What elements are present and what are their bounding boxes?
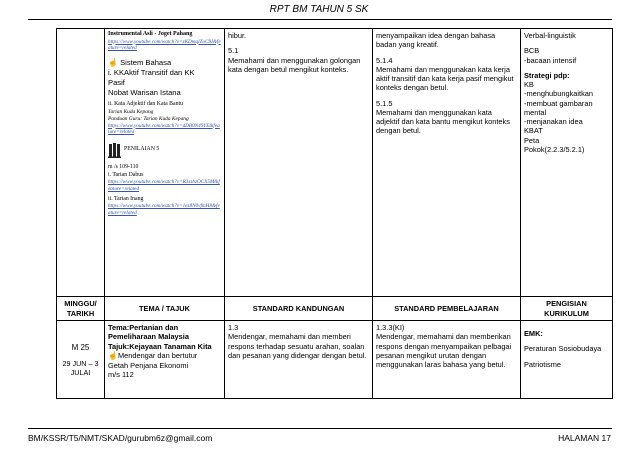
sp-code-2: 5.1.5: [376, 98, 393, 108]
pointing-hand-icon: ☝: [108, 350, 118, 360]
col-header-sp: STANDARD PEMBELAJARAN: [373, 297, 521, 321]
mendengar-text: ☝Mendengar dan bertutur: [108, 350, 198, 360]
tarian-dabus: i. Tarian Dabus: [108, 171, 144, 178]
muka-surat: m /s 109-110: [108, 164, 139, 171]
pengisian-m1: -menghubungkaitkan: [524, 89, 594, 99]
youtube-link[interactable]: https://www.youtube.com/watch?v=R3ssbzOCX5M&feature=related: [108, 179, 220, 192]
cell-minggu-empty: [57, 29, 105, 297]
emk-item-2: Patriotisme: [524, 359, 561, 369]
sp-text-1: Memahami dan menggunakan kata kerja aktif transitif dan kata kerja pasif mengikut konteks dengan betul.: [376, 64, 514, 93]
getah-text: Getah Penjana Ekonomi: [108, 360, 189, 370]
cell-tema: [105, 321, 225, 399]
col-header-sk: STANDARD KANDUNGAN: [225, 297, 373, 321]
cell-minggu: [57, 321, 105, 399]
pengisian-kbat: KBAT: [524, 126, 543, 136]
sk-code: 1.3: [228, 323, 239, 332]
tajuk-title: Tajuk:Kejayaan Tanaman Kita: [108, 341, 212, 351]
pengisian-bacaan: -bacaan intensif: [524, 55, 577, 65]
table-header-row: [57, 297, 613, 321]
book-stack-icon: [108, 142, 122, 158]
sistem-bahasa: ☝ Sistem Bahasa: [108, 58, 172, 67]
youtube-link[interactable]: https://www.youtube.com/watch?v=dDB0N49YE&feature=related: [108, 122, 220, 136]
pengisian-strategi: Strategi pdp:: [524, 70, 570, 80]
table-row-continuation: [57, 29, 613, 297]
emk-label: EMK:: [524, 329, 543, 338]
pointing-hand-icon: ☝: [108, 58, 118, 67]
col-header-minggu: MINGGU/ TARIKH: [57, 297, 105, 321]
pengisian-m2: -membuat gambaran: [524, 98, 593, 108]
footer-rule: [28, 428, 612, 429]
pengisian-m3: mental: [524, 107, 547, 117]
sp-text-2: Memahami dan menggunakan kata adjektif dan kata bantu mengikut konteks dengan betul.: [376, 107, 510, 136]
item-title: Instrumental Asli - Joget Pahang: [108, 31, 193, 37]
rpt-table: [56, 28, 613, 399]
pengisian-verbal: Verbal-linguistik: [524, 31, 576, 40]
kata-adjektif-text: ii. Kata Adjektif dan Kata Bantu: [108, 100, 184, 107]
sp-text: Mendengar, memahami dan memberikan respons dengan menyampaikan pelbagai pesanan mengikut urutan dengan menggunakan laras bahasa yang betul.: [376, 332, 512, 369]
table-row-week: [57, 321, 613, 399]
youtube-link[interactable]: https://www.youtube.com/watch?v=zKDmqlZoC9I&feature=related: [108, 38, 221, 52]
sk-line0: hibur.: [228, 31, 247, 40]
col-header-tema: TEMA / TAJUK: [105, 297, 225, 321]
panduan-guru: Panduan Guru: Tarian Kuda Kepang: [108, 115, 189, 122]
header-rule: [28, 19, 612, 20]
sk-text: Mendengar, memahami dan memberi respons terhadap sesuatu arahan, soalan dan pesanan yang didengar dengan betul.: [228, 332, 367, 360]
page-number: HALAMAN 17: [558, 433, 611, 443]
sp-code-1: 5.1.4: [376, 55, 393, 65]
cell-pengisian: [521, 321, 613, 399]
sk-text: Memahami dan menggunakan golongan kata dengan betul mengikut konteks.: [228, 55, 361, 74]
cell-pengisian-continuation: [521, 29, 613, 297]
kk-line-1: i. KKAktif Transitif dan KK: [108, 68, 195, 78]
sp-code: 1.3.3(KI): [376, 323, 405, 332]
tarian-kuda-kepang: Tarian Kuda Kepang: [108, 108, 154, 115]
cell-tema-continuation: [105, 29, 225, 297]
pengisian-kb: KB: [524, 80, 534, 89]
week-number: M 25: [71, 342, 90, 352]
sk-code: 5.1: [228, 46, 239, 56]
cell-sk: [225, 321, 373, 399]
pengisian-pokok: Pokok(2.2.3/5.2.1): [524, 144, 585, 154]
pengisian-bcb: BCB: [524, 46, 540, 56]
col-header-pengisian: PENGISIAN KURIKULUM: [521, 297, 613, 321]
pengisian-m4: -menjanakan idea: [524, 117, 583, 126]
cell-sp: [373, 321, 521, 399]
nobat-text: Nobat Warisan Istana: [108, 88, 181, 98]
cell-sp-continuation: [373, 29, 521, 297]
youtube-link[interactable]: https://www.youtube.com/watch?v=1ez8N0vfmH8&feature=related: [108, 203, 220, 216]
tema-title: Tema:Pertanian dan Pemeliharaan Malaysia: [108, 323, 189, 342]
week-date: 29 JUN – 3 JULAI: [62, 358, 99, 377]
tarian-inang: ii. Tarian Inang: [108, 195, 144, 202]
page-header-title: RPT BM TAHUN 5 SK: [269, 4, 369, 15]
sp-line0: menyampaikan idea dengan bahasa badan yang kreatif.: [376, 31, 496, 50]
penilaian-block: PENILAIAN 5: [108, 142, 221, 158]
emk-item-1: Peraturan Sosiobudaya: [524, 344, 602, 354]
footer-left-text: BM/KSSR/T5/NMT/SKAD/gurubm6z@gmail.com: [28, 433, 213, 443]
cell-sk-continuation: [225, 29, 373, 297]
kk-line-2: Pasif: [108, 78, 125, 88]
ms-text: m/s 112: [108, 370, 134, 379]
pengisian-peta: Peta: [524, 135, 540, 145]
